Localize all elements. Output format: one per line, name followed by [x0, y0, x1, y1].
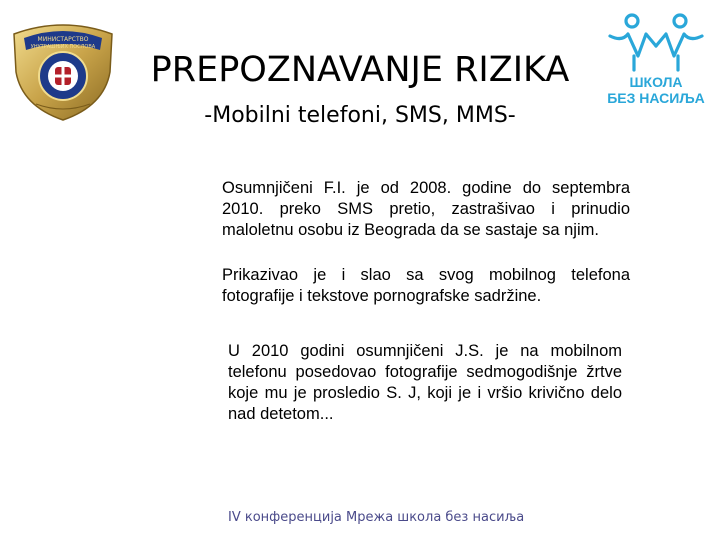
slide-subtitle: -Mobilni telefoni, SMS, MMS-: [204, 103, 516, 128]
logo-text-line2: БЕЗ НАСИЉА: [607, 90, 705, 106]
paragraph-2: Prikazivao je i slao sa svog mobilnog telefona fotografije i tekstove pornografske sadržine.: [222, 266, 630, 305]
children-figures-icon: [604, 12, 708, 74]
ministry-badge-icon: [6, 14, 120, 124]
school-without-violence-logo: [604, 12, 708, 110]
svg-text:МИНИСТАРСТВО: МИНИСТАРСТВО: [37, 36, 89, 43]
paragraph-3: U 2010 godini osumnjičeni J.S. je na mobilnom telefonu posedovao fotografije sedmogodišnje žrtve koje mu je prosledio S. J, koji je i vršio krivično delo nad detetom...: [228, 342, 622, 423]
footer-conference-label: IV конференција Мрежа школа без насиља: [228, 510, 525, 525]
slide-title: PREPOZNAVANJE RIZIKA: [150, 50, 570, 90]
svg-text:УНУТРАШЊИХ ПОСЛОВА: УНУТРАШЊИХ ПОСЛОВА: [30, 44, 96, 50]
logo-text-line1: ШКОЛА: [629, 74, 683, 90]
paragraph-1: Osumnjičeni F.I. je od 2008. godine do septembra 2010. preko SMS pretio, zastrašivao i prinudio maloletnu osobu iz Beograda da se sastaje sa njim.: [222, 179, 630, 239]
